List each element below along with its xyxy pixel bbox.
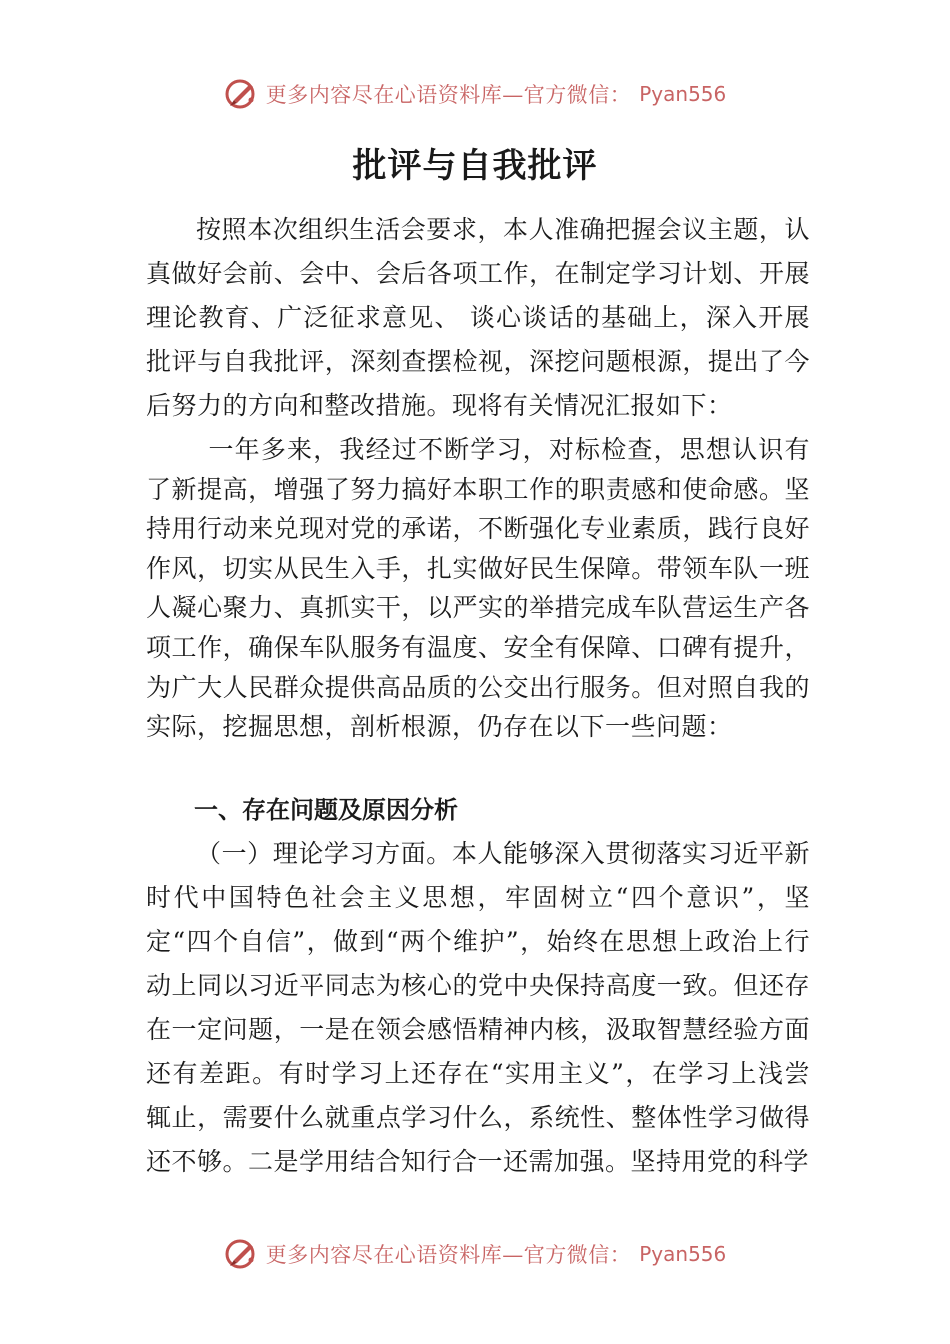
watermark-wechat-id: Pyan556 bbox=[639, 1242, 727, 1266]
paragraph-1-text: 按照本次组织生活会要求，本人准确把握会议主题，认真做好会前、会中、会后各项工作，在制定学习计划、开展理论教育、广泛征求意见、 谈心谈话的基础上，深入开展批评与自我批评，深刻查摆检视，深挖问题根源，提出了今后努力的方向和整改措施。现将有关情况汇报如下： bbox=[146, 215, 810, 420]
document-title: 批评与自我批评 bbox=[352, 146, 598, 186]
section-heading: 一、存在问题及原因分析 bbox=[194, 796, 458, 824]
watermark-header bbox=[0, 74, 950, 114]
watermark-text: 更多内容尽在心语资料库—官方微信： bbox=[265, 1243, 632, 1267]
pen-logo-icon bbox=[224, 76, 260, 112]
pen-logo-icon bbox=[224, 1236, 260, 1272]
paragraph-overview bbox=[146, 430, 810, 747]
paragraph-intro bbox=[146, 208, 810, 428]
watermark-text: 更多内容尽在心语资料库—官方微信： bbox=[265, 83, 632, 107]
paragraph-2-text: 一年多来，我经过不断学习，对标检查，思想认识有了新提高，增强了努力搞好本职工作的职责感和使命感。坚持用行动来兑现对党的承诺，不断强化专业素质，践行良好作风，切实从民生入手，扎实做好民生保障。带领车队一班人凝心聚力、真抓实干，以严实的举措完成车队营运生产各项工作，确保车队服务有温度、安全有保障、口碑有提升， 为广大人民群众提供高品质的公交出行服务。但对照自我的实际，挖掘思想，剖析根源，仍存在以下一些问题： bbox=[146, 435, 810, 742]
paragraph-theory-study bbox=[146, 832, 810, 1184]
paragraph-3-text: （一）理论学习方面。本人能够深入贯彻落实习近平新时代中国特色社会主义思想，牢固树立“四个意识”，坚定“四个自信”，做到“两个维护”，始终在思想上政治上行动上同以习近平同志为核心的党中央保持高度一致。但还存在一定问题，一是在领会感悟精神内核，汲取智慧经验方面还有差距。有时学习上还存在“实用主义”，在学习上浅尝辄止，需要什么就重点学习什么，系统性、整体性学习做得还不够。二是学用结合知行合一还需加强。坚持用党的科学 bbox=[146, 839, 810, 1176]
watermark-wechat-id: Pyan556 bbox=[639, 82, 727, 106]
watermark-footer bbox=[0, 1234, 950, 1274]
